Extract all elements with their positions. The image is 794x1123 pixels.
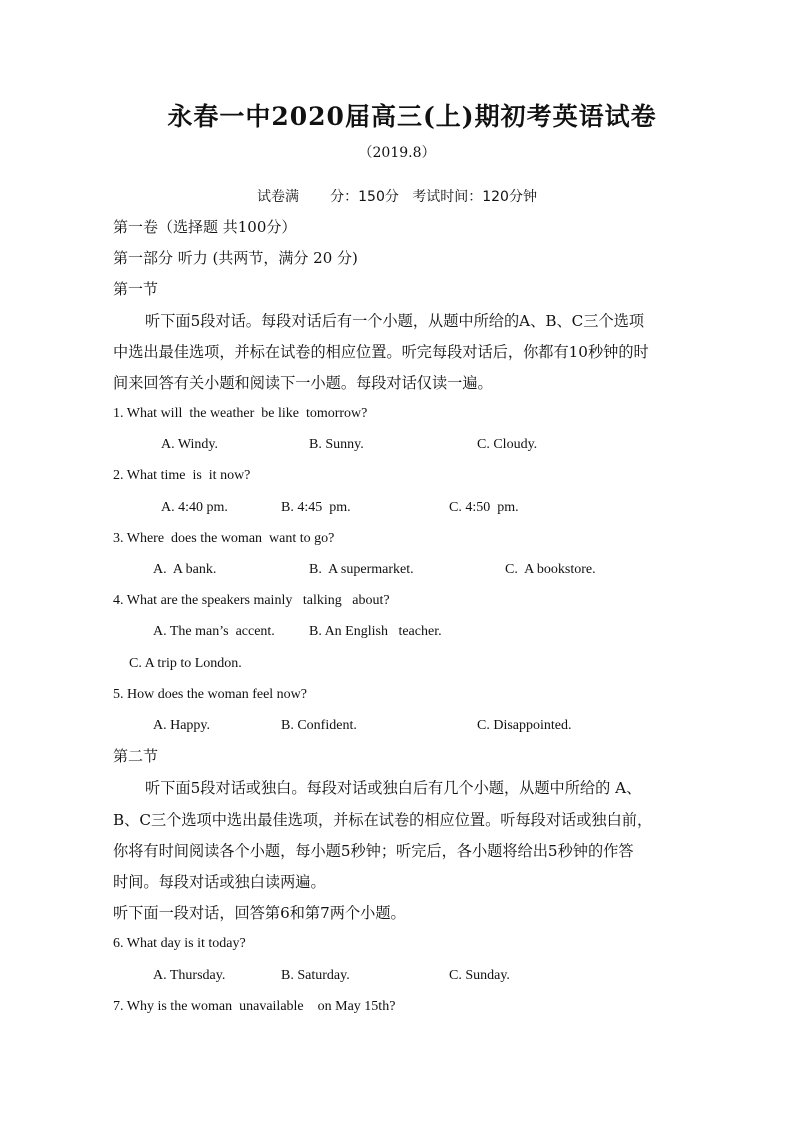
- part-heading: 第一部分 听力 (共两节，满分 20 分): [113, 249, 358, 267]
- question-6-option-c: C. Sunday.: [449, 968, 510, 983]
- question-3-stem: 3. Where does the woman want to go?: [113, 531, 335, 546]
- question-4-option-c: C. A trip to London.: [129, 656, 242, 671]
- question-2-option-b: B. 4:45 pm.: [281, 500, 351, 515]
- question-2-option-c: C. 4:50 pm.: [449, 500, 519, 515]
- question-6-option-a: A. Thursday.: [153, 968, 226, 983]
- exam-title: 永春一中2020届高三(上)期初考英语试卷: [167, 102, 657, 131]
- section2-instruction-line: 你将有时间阅读各个小题，每小题5秒钟；听完后，各小题将给出5秒钟的作答: [113, 842, 634, 860]
- section2-heading: 第二节: [113, 747, 159, 765]
- question-6-option-b: B. Saturday.: [281, 968, 350, 983]
- section2-instruction-line: 听下面5段对话或独白。每段对话或独白后有几个小题，从题中所给的 A、: [145, 779, 642, 797]
- question-7-stem: 7. Why is the woman unavailable on May 15th?: [113, 999, 396, 1014]
- question-4-option-a: A. The man’s accent.: [153, 624, 275, 639]
- question-2-option-a: A. 4:40 pm.: [161, 500, 228, 515]
- question-2-stem: 2. What time is it now?: [113, 468, 251, 483]
- section1-instruction-line: 间来回答有关小题和阅读下一小题。每段对话仅读一遍。: [113, 374, 493, 392]
- question-5-option-c: C. Disappointed.: [477, 718, 572, 733]
- section1-instruction-line: 听下面5段对话。每段对话后有一个小题，从题中所给的A、B、C三个选项: [145, 312, 645, 330]
- question-5-option-b: B. Confident.: [281, 718, 357, 733]
- section2-instruction-line: 时间。每段对话或独白读两遍。: [113, 873, 326, 891]
- section2-instruction-line: B、C三个选项中选出最佳选项，并标在试卷的相应位置。听每段对话或独白前，: [113, 811, 653, 829]
- question-3-option-b: B. A supermarket.: [309, 562, 414, 577]
- question-3-option-c: C. A bookstore.: [505, 562, 596, 577]
- question-1-option-c: C. Cloudy.: [477, 437, 538, 452]
- section1-heading: 第一节: [113, 280, 159, 298]
- question-5-stem: 5. How does the woman feel now?: [113, 687, 308, 702]
- question-6-stem: 6. What day is it today?: [113, 936, 246, 951]
- question-5-option-a: A. Happy.: [153, 718, 211, 733]
- question-4-stem: 4. What are the speakers mainly talking about?: [113, 593, 390, 608]
- question-1-option-b: B. Sunny.: [309, 437, 364, 452]
- dialog-intro: 听下面一段对话，回答第6和第7两个小题。: [113, 904, 406, 922]
- section1-instruction-line: 中选出最佳选项，并标在试卷的相应位置。听完每段对话后，你都有10秒钟的时: [113, 343, 649, 361]
- question-3-option-a: A. A bank.: [153, 562, 217, 577]
- question-1-stem: 1. What will the weather be like tomorrow?: [113, 406, 368, 421]
- exam-date: （2019.8）: [358, 145, 436, 161]
- question-4-option-b: B. An English teacher.: [309, 624, 442, 639]
- exam-info: 试卷满 分：150分 考试时间：120分钟: [257, 189, 537, 205]
- volume-heading: 第一卷（选择题 共100分）: [113, 218, 297, 236]
- question-1-option-a: A. Windy.: [161, 437, 218, 452]
